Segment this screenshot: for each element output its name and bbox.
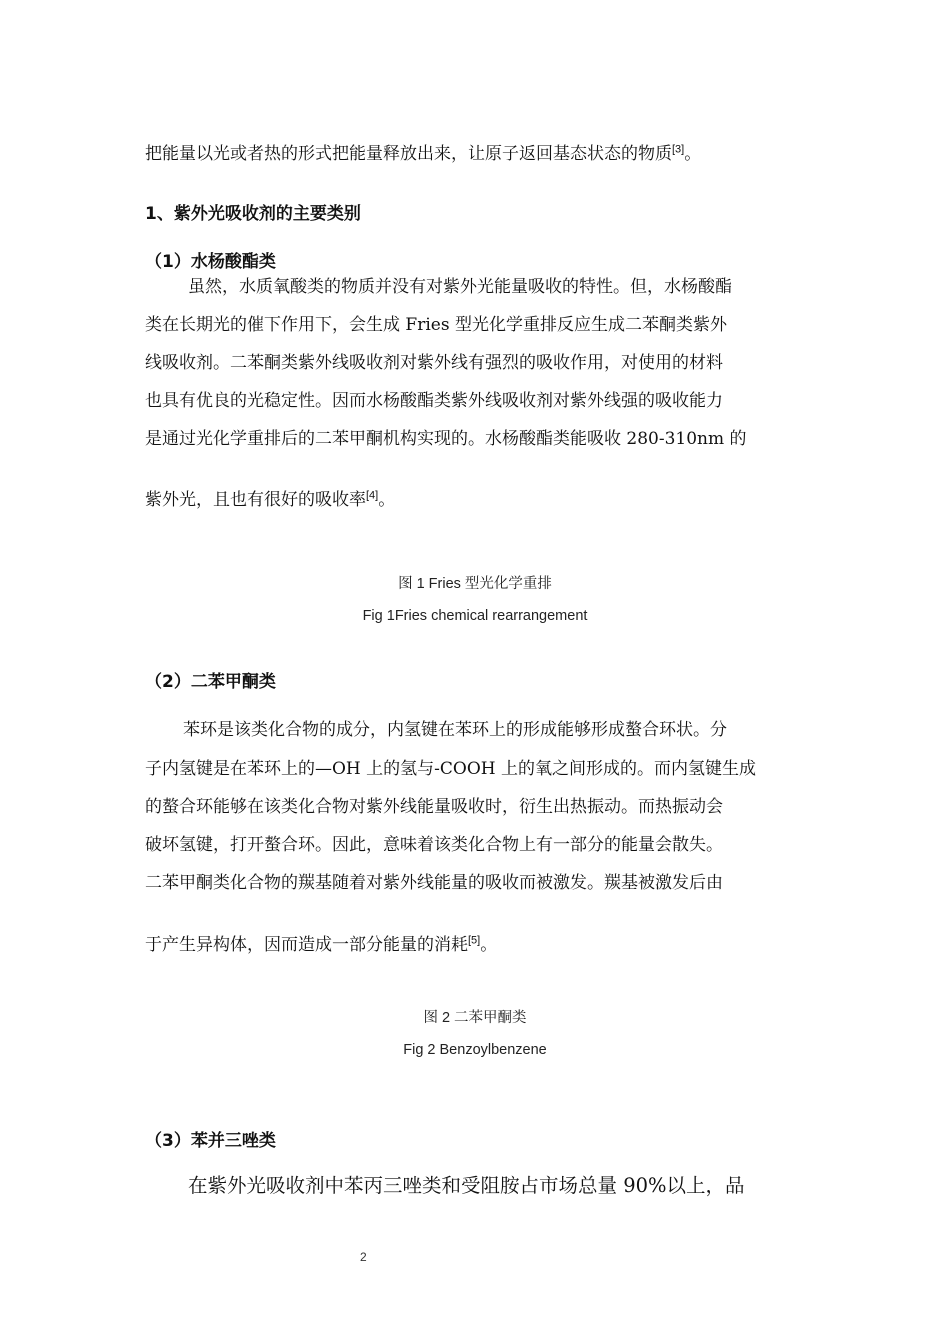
paragraph-last-line: 紫外光，且也有很好的吸收率[4]。 — [145, 489, 396, 510]
paragraph-line: 类在长期光的催下作用下，会生成 Fries 型光化学重排反应生成二苯酮类紫外 — [145, 315, 727, 335]
intro-end: 。 — [684, 144, 702, 164]
paragraph-line: 虽然，水质氧酸类的物质并没有对紫外光能量吸收的特性。但，水杨酸酯 — [188, 277, 732, 297]
figure-caption-cn: 图 2 二苯甲酮类 — [423, 1010, 527, 1026]
citation-ref: [4] — [366, 489, 379, 502]
paragraph-line: 二苯甲酮类化合物的羰基随着对紫外线能量的吸收而被激发。羰基被激发后由 — [145, 873, 723, 893]
figure-caption-en: Fig 2 Benzoylbenzene — [403, 1042, 547, 1058]
intro-paragraph — [145, 139, 701, 164]
section-heading: 1、紫外光吸收剂的主要类别 — [145, 204, 361, 224]
paragraph-line: 破坏氢键，打开螯合环。因此，意味着该类化合物上有一部分的能量会散失。 — [145, 835, 723, 855]
citation-ref: [5] — [468, 934, 481, 947]
subsection-heading: （1）水杨酸酯类 — [145, 252, 276, 272]
paragraph-line: 苯环是该类化合物的成分，内氢键在苯环上的形成能够形成螯合环状。分 — [183, 720, 727, 740]
intro-text: 把能量以光或者热的形式把能量释放出来，让原子返回基态状态的物质 — [145, 144, 672, 164]
figure-caption-cn: 图 1 Fries 型光化学重排 — [398, 576, 552, 592]
figure-caption-en: Fig 1Fries chemical rearrangement — [362, 608, 588, 624]
page-number: 2 — [360, 1250, 367, 1264]
subsection-heading: （2）二苯甲酮类 — [145, 672, 276, 692]
paragraph-line: 子内氢键是在苯环上的—OH 上的氢与-COOH 上的氧之间形成的。而内氢键生成 — [145, 759, 757, 779]
paragraph-line: 是通过光化学重排后的二苯甲酮机构实现的。水杨酸酯类能吸收 280-310nm 的 — [145, 429, 747, 449]
paragraph-line: 的螯合环能够在该类化合物对紫外线能量吸收时，衍生出热振动。而热振动会 — [145, 797, 723, 817]
subsection-heading: （3）苯并三唑类 — [145, 1131, 276, 1151]
citation-ref: [3] — [672, 143, 685, 156]
paragraph-line: 在紫外光吸收剂中苯丙三唑类和受阻胺占市场总量 90%以上，品 — [188, 1174, 745, 1197]
paragraph-line: 线吸收剂。二苯酮类紫外线吸收剂对紫外线有强烈的吸收作用，对使用的材料 — [145, 353, 723, 373]
paragraph-line: 也具有优良的光稳定性。因而水杨酸酯类紫外线吸收剂对紫外线强的吸收能力 — [145, 391, 723, 411]
paragraph-last-line: 于产生异构体，因而造成一部分能量的消耗[5]。 — [145, 934, 498, 955]
